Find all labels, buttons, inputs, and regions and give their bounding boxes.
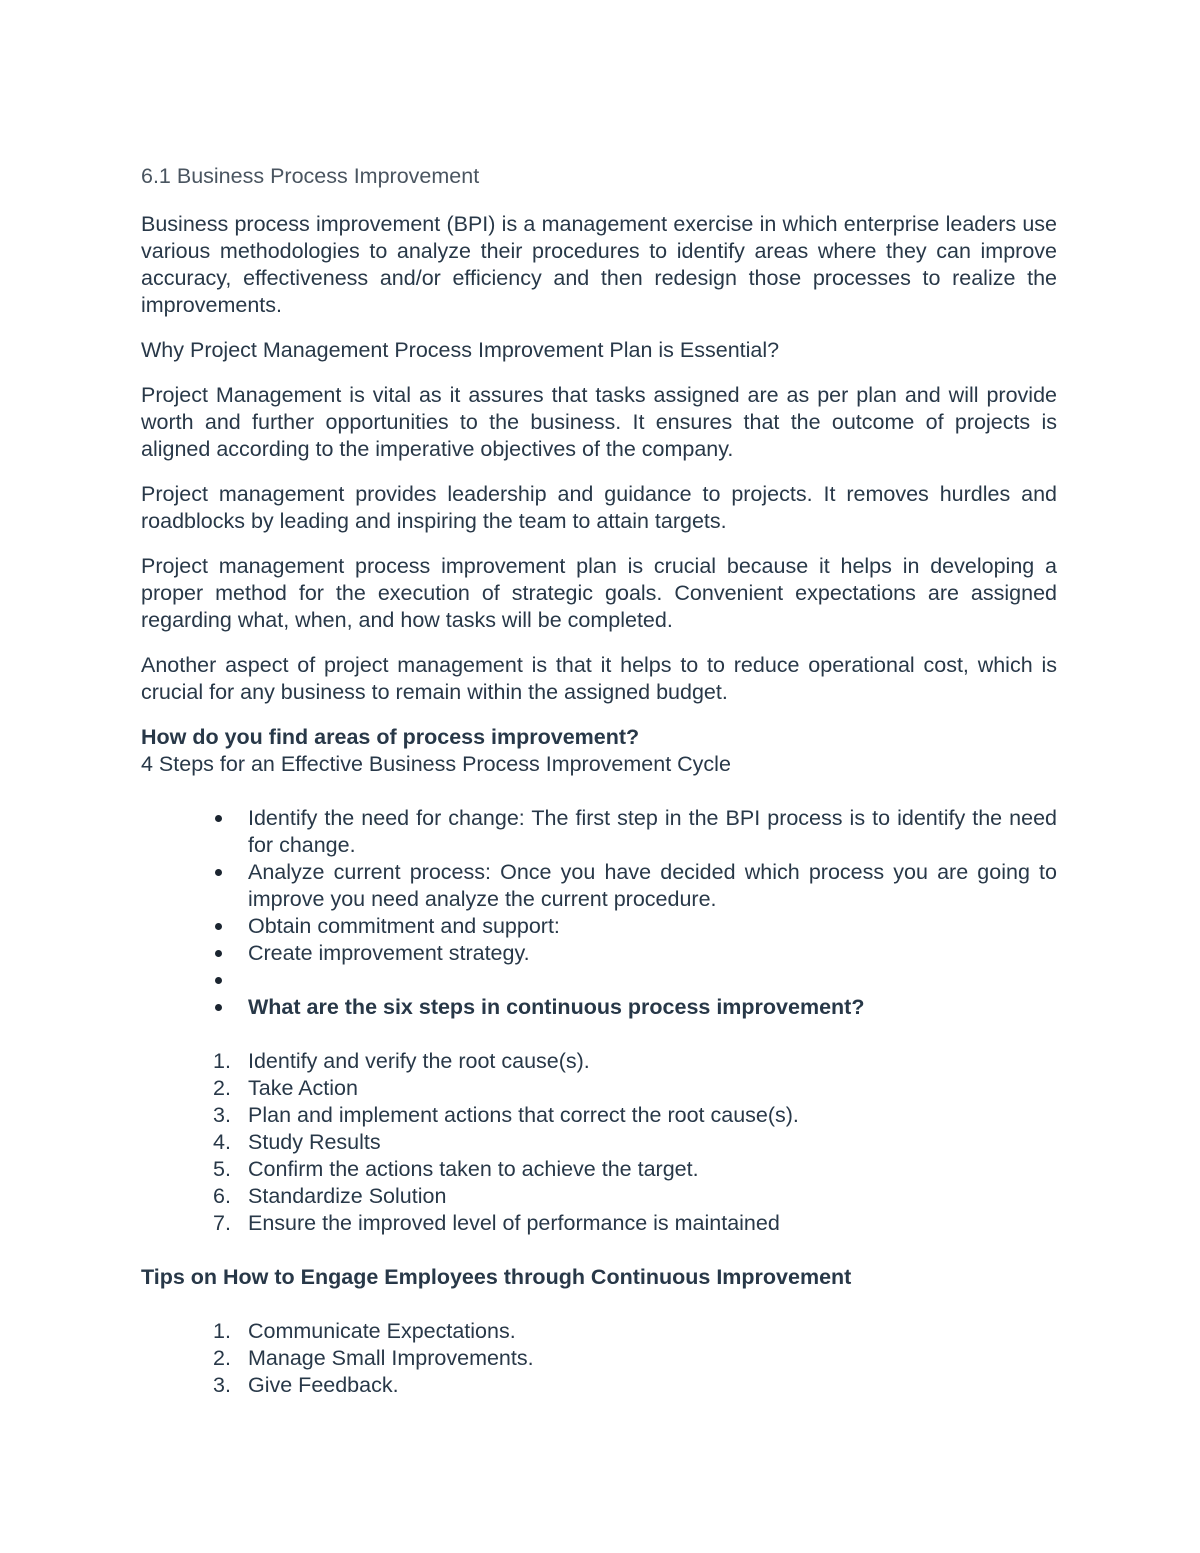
bullet-icon (215, 950, 222, 957)
list-item-text: Take Action (248, 1076, 358, 1100)
why-essential-question: Why Project Management Process Improvement Plan is Essential? (141, 338, 780, 362)
vital-paragraph: Project Management is vital as it assures that tasks assigned are as per plan and will provide worth and further opportunities to the business. It ensures that the outcome of projects is aligned according to the imperative objectives of the company. (141, 383, 1057, 461)
section-heading-find-areas: How do you find areas of process improvement? (141, 725, 640, 749)
list-item-text: Identify and verify the root cause(s). (248, 1049, 590, 1073)
list-item-text: Ensure the improved level of performance is maintained (248, 1211, 780, 1235)
section-subheading-four-steps: 4 Steps for an Effective Business Process Improvement Cycle (141, 752, 731, 776)
list-item-text: Confirm the actions taken to achieve the target. (248, 1157, 699, 1181)
cost-paragraph: Another aspect of project management is that it helps to to reduce operational cost, which is crucial for any business to remain within the assigned budget. (141, 653, 1057, 704)
spacer (141, 319, 1057, 337)
list-item-text: Study Results (248, 1130, 381, 1154)
list-item-text: Standardize Solution (248, 1184, 447, 1208)
tips-list (141, 1318, 1057, 1399)
spacer (141, 1237, 1057, 1264)
list-item (141, 1372, 1057, 1399)
list-item (141, 1318, 1057, 1345)
bullet-icon (215, 869, 222, 876)
list-item (141, 913, 1057, 940)
spacer (141, 1291, 1057, 1318)
list-number: 3. (213, 1373, 231, 1397)
list-item-text: Analyze current process: Once you have decided which process you are going to improve you need analyze the current procedure. (248, 860, 1057, 911)
list-item-text: Obtain commitment and support: (248, 914, 560, 938)
crucial-paragraph: Project management process improvement plan is crucial because it helps in developing a proper method for the execution of strategic goals. Convenient expectations are assigned regarding what, when, and how tasks will be completed. (141, 554, 1057, 632)
list-item (141, 805, 1057, 859)
spacer (141, 364, 1057, 382)
list-item (141, 1210, 1057, 1237)
spacer (141, 778, 1057, 805)
list-item (141, 1075, 1057, 1102)
list-item (141, 1048, 1057, 1075)
bullet-icon (215, 1004, 222, 1011)
list-item-text: Identify the need for change: The first step in the BPI process is to identify the need for change. (248, 806, 1057, 857)
spacer (141, 1021, 1057, 1048)
list-item (141, 1156, 1057, 1183)
list-number: 7. (213, 1211, 231, 1235)
spacer (141, 634, 1057, 652)
list-number: 3. (213, 1103, 231, 1127)
spacer (141, 190, 1057, 211)
six-steps-list (141, 1048, 1057, 1237)
bullet-list (141, 805, 1057, 1021)
bullet-icon (215, 815, 222, 822)
list-number: 4. (213, 1130, 231, 1154)
document-page (141, 163, 1057, 1399)
bullet-icon (215, 923, 222, 930)
list-item (141, 967, 1057, 994)
spacer (141, 535, 1057, 553)
list-number: 2. (213, 1346, 231, 1370)
list-number: 5. (213, 1157, 231, 1181)
bpi-definition-paragraph: Business process improvement (BPI) is a management exercise in which enterprise leaders use various methodologies to analyze their procedures to identify areas where they can improve accuracy, effectiveness and/or efficiency and then redesign those processes to realize the improvements. (141, 212, 1057, 317)
list-item (141, 1129, 1057, 1156)
list-number: 2. (213, 1076, 231, 1100)
list-number: 1. (213, 1319, 231, 1343)
spacer (141, 463, 1057, 481)
list-item-text: Communicate Expectations. (248, 1319, 516, 1343)
list-item-text: Plan and implement actions that correct the root cause(s). (248, 1103, 799, 1127)
list-item (141, 1345, 1057, 1372)
list-item (141, 940, 1057, 967)
spacer (141, 706, 1057, 724)
list-item (141, 994, 1057, 1021)
bullet-icon (215, 977, 222, 984)
leadership-paragraph: Project management provides leadership and guidance to projects. It removes hurdles and roadblocks by leading and inspiring the team to attain targets. (141, 482, 1057, 533)
list-number: 6. (213, 1184, 231, 1208)
list-item-text: Manage Small Improvements. (248, 1346, 534, 1370)
list-number: 1. (213, 1049, 231, 1073)
list-item-text: What are the six steps in continuous process improvement? (248, 995, 865, 1019)
list-item (141, 859, 1057, 913)
document-title: 6.1 Business Process Improvement (141, 164, 480, 188)
section-heading-tips: Tips on How to Engage Employees through Continuous Improvement (141, 1265, 852, 1289)
list-item-text: Create improvement strategy. (248, 941, 530, 965)
list-item (141, 1102, 1057, 1129)
list-item (141, 1183, 1057, 1210)
list-item-text: Give Feedback. (248, 1373, 399, 1397)
